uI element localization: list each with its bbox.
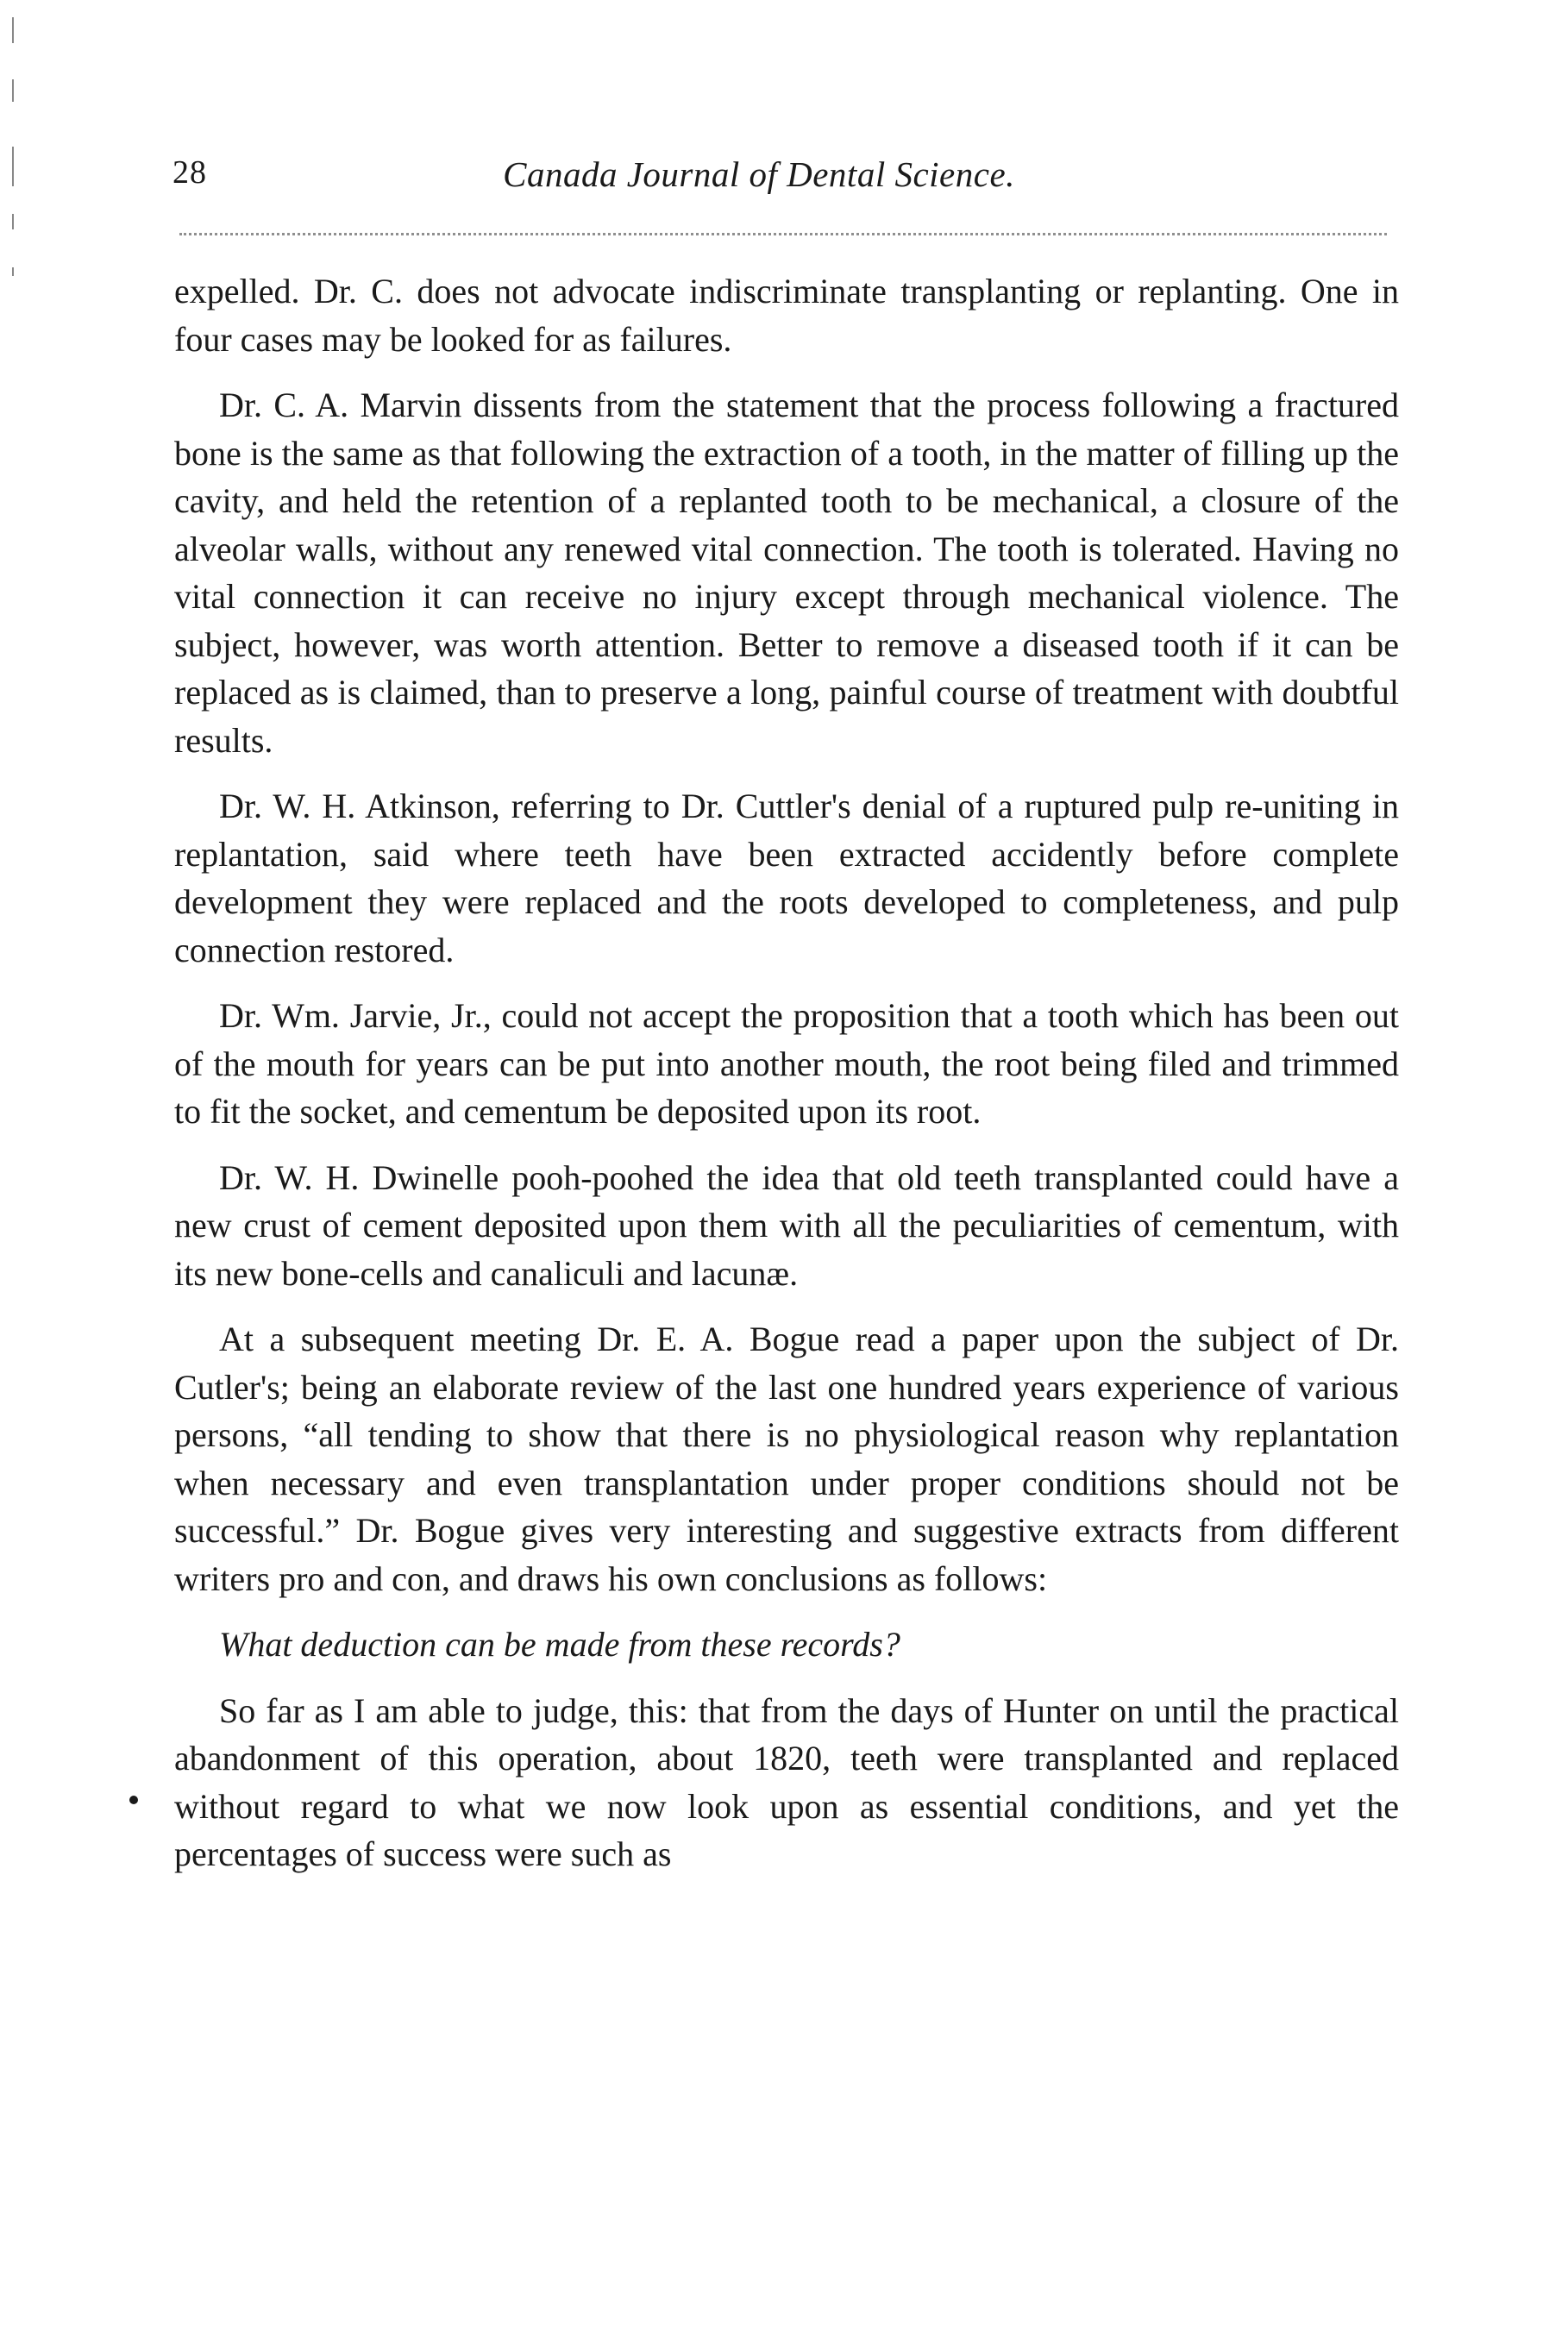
page-number: 28 xyxy=(172,154,207,191)
margin-dot xyxy=(129,1796,138,1804)
paragraph-atkinson: Dr. W. H. Atkinson, referring to Dr. Cuttler's denial of a ruptured pulp re-uniting in replantation, said where teeth have been extracted accidently before complete development they were replaced and the roots developed to completeness, and pulp connection restored. xyxy=(174,787,1399,969)
paragraph-jarvie: Dr. Wm. Jarvie, Jr., could not accept the proposition that a tooth which has been out of the mouth for years can be put into another mouth, the root being filed and trimmed to fit the socket, and cementum be deposited upon its root. xyxy=(174,996,1399,1131)
paragraph-conclusion: So far as I am able to judge, this: that from the days of Hunter on until the practical abandonment of this operation, about 1820, teeth were transplanted and replaced without regard to what we now look upon as essential conditions, and yet the percentages of success were such as xyxy=(174,1690,1399,1873)
journal-title: Canada Journal of Dental Science. xyxy=(503,154,1015,194)
scan-gutter-marks xyxy=(12,17,16,310)
paragraph-question: What deduction can be made from these records? xyxy=(219,1625,900,1664)
paragraph-continuation: expelled. Dr. C. does not advocate indiscriminate transplanting or replanting. One in four cases may be looked for as failures. xyxy=(174,272,1399,359)
article-body xyxy=(174,267,1399,1897)
running-head xyxy=(172,154,1397,205)
paragraph-marvin: Dr. C. A. Marvin dissents from the statement that the process following a fractured bone is the same as that following the extraction of a tooth, in the matter of filling up the cavity, and held the retention of a replanted tooth to be mechanical, a closure of the alveolar walls, without any renewed vital connection. The tooth is tolerated. Having no vital connection it can receive no injury except through mechanical violence. The subject, however, was worth attention. Better to remove a diseased tooth if it can be replaced as is claimed, than to preserve a long, painful course of treatment with doubtful results. xyxy=(174,386,1399,760)
header-rule xyxy=(179,233,1387,241)
paragraph-bogue: At a subsequent meeting Dr. E. A. Bogue read a paper upon the subject of Dr. Cutler's; being an elaborate review of the last one hundred years experience of various persons, “all tending to show that there is no physiological reason why replantation when necessary and even transplantation under proper conditions should not be successful.” Dr. Bogue gives very interesting and suggestive extracts from different writers pro and con, and draws his own conclusions as follows: xyxy=(174,1320,1399,1598)
paragraph-dwinelle: Dr. W. H. Dwinelle pooh-poohed the idea that old teeth transplanted could have a new crust of cement deposited upon them with all the peculiarities of cementum, with its new bone-cells and canaliculi and lacunæ. xyxy=(174,1157,1399,1293)
